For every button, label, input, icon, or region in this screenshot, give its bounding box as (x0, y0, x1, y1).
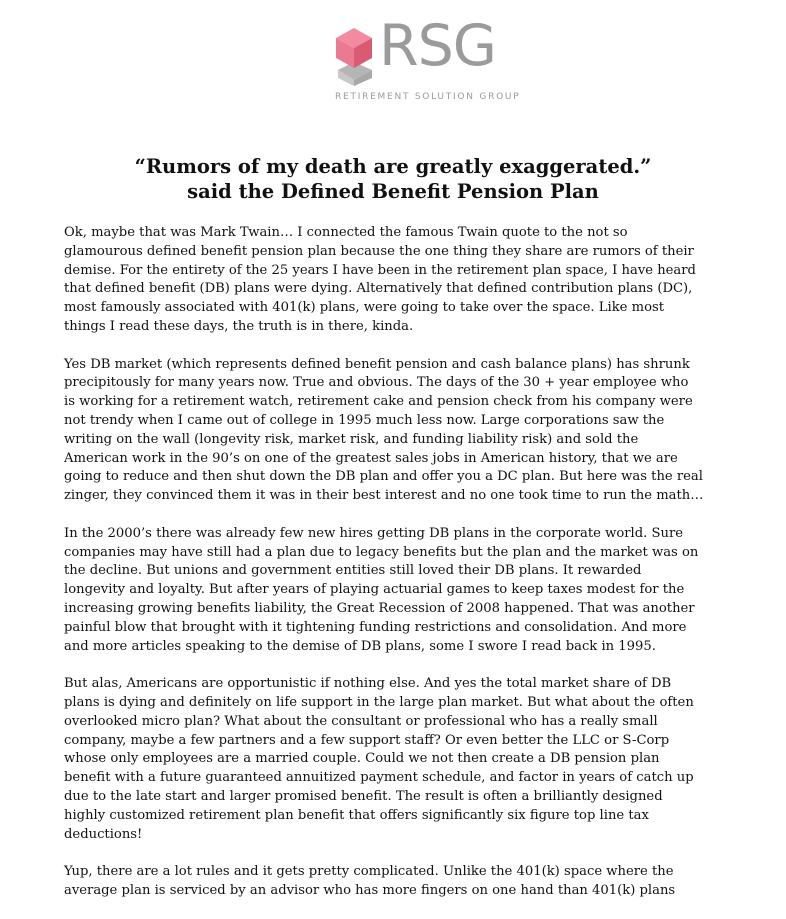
text-line: benefit with a future guaranteed annuitized payment schedule, and factor in years of catch up (64, 770, 694, 786)
text-line: zinger, they convinced them it was in their best interest and no one took time to run the math… (64, 488, 704, 504)
text-line: increasing growing benefits liability, the Great Recession of 2008 happened. That was another (64, 600, 695, 616)
text-line: whose only employees are a married couple. Could we not then create a DB pension plan (64, 751, 660, 767)
text-line: average plan is serviced by an advisor who has more fingers on one hand than 401(k) plans (64, 882, 676, 898)
text-line: overlooked micro plan? What about the consultant or professional who has a really small (64, 713, 658, 729)
text-line: the decline. But unions and government entities still loved their DB plans. It rewarded (64, 563, 642, 579)
text-line: painful blow that brought with it tightening funding restrictions and consolidation. And more (64, 619, 687, 635)
text-line: glamourous defined benefit pension plan because the one thing they share are rumors of their (64, 243, 694, 259)
text-line: companies may have still had a plan due to legacy benefits but the plan and the market was on (64, 544, 699, 560)
text-line: deductions! (64, 826, 143, 842)
text-line: most famously associated with 401(k) plans, were going to take over the space. Like most (64, 300, 665, 316)
title-line-1: “Rumors of my death are greatly exaggerated.” (134, 155, 652, 178)
text-line: due to the late start and larger promised benefit. The result is often a brilliantly designed (64, 788, 663, 804)
logo-letters: RSG (379, 13, 496, 79)
text-line: plans is dying and definitely on life support in the large plan market. But what about the often (64, 694, 694, 710)
text-line: In the 2000’s there was already few new hires getting DB plans in the corporate world. Sure (64, 525, 684, 541)
text-line: company, maybe a few partners and a few support staff? Or even better the LLC or S-Corp (64, 732, 670, 748)
paragraph-5 (64, 863, 764, 901)
text-line: precipitously for many years now. True and obvious. The days of the 30 + year employee who (64, 375, 689, 391)
text-line: American work in the 90’s on one of the greatest sales jobs in American history, that we are (64, 450, 678, 466)
paragraph-4 (64, 675, 764, 844)
paragraph-1 (64, 224, 764, 337)
text-line: writing on the wall (longevity risk, market risk, and funding liability risk) and sold the (64, 431, 639, 447)
logo-tagline: RETIREMENT SOLUTION GROUP (335, 92, 521, 102)
text-line: But alas, Americans are opportunistic if nothing else. And yes the total market share of DB (64, 676, 672, 692)
rsg-logo (334, 13, 521, 106)
text-line: highly customized retirement plan benefit that offers significantly six figure top line tax (64, 807, 649, 823)
text-line: not trendy when I came out of college in 1995 much less now. Large corporations saw the (64, 412, 665, 428)
text-line: things I read these days, the truth is in there, kinda. (64, 318, 414, 334)
text-line: Yes DB market (which represents defined benefit pension and cash balance plans) has shrunk (64, 356, 690, 372)
paragraph-2 (64, 356, 764, 506)
document-title (0, 154, 786, 204)
text-line: that defined benefit (DB) plans were dying. Alternatively that defined contribution plans (DC), (64, 281, 693, 297)
text-line: going to reduce and then shut down the DB plan and offer you a DC plan. But here was the real (64, 469, 703, 485)
paragraph-3 (64, 525, 764, 657)
text-line: longevity and loyalty. But after years of playing actuarial games to keep taxes modest for the (64, 582, 685, 598)
document-body (64, 224, 764, 919)
text-line: is working for a retirement watch, retirement cake and pension check from his company were (64, 394, 693, 410)
cube-icon (334, 26, 376, 90)
text-line: and more articles speaking to the demise of DB plans, some I swore I read back in 1995. (64, 638, 656, 654)
text-line: Yup, there are a lot rules and it gets pretty complicated. Unlike the 401(k) space where the (64, 864, 674, 880)
title-line-2: said the Defined Benefit Pension Plan (187, 180, 599, 203)
text-line: demise. For the entirety of the 25 years I have been in the retirement plan space, I have heard (64, 262, 696, 278)
text-line: Ok, maybe that was Mark Twain… I connected the famous Twain quote to the not so (64, 225, 628, 240)
